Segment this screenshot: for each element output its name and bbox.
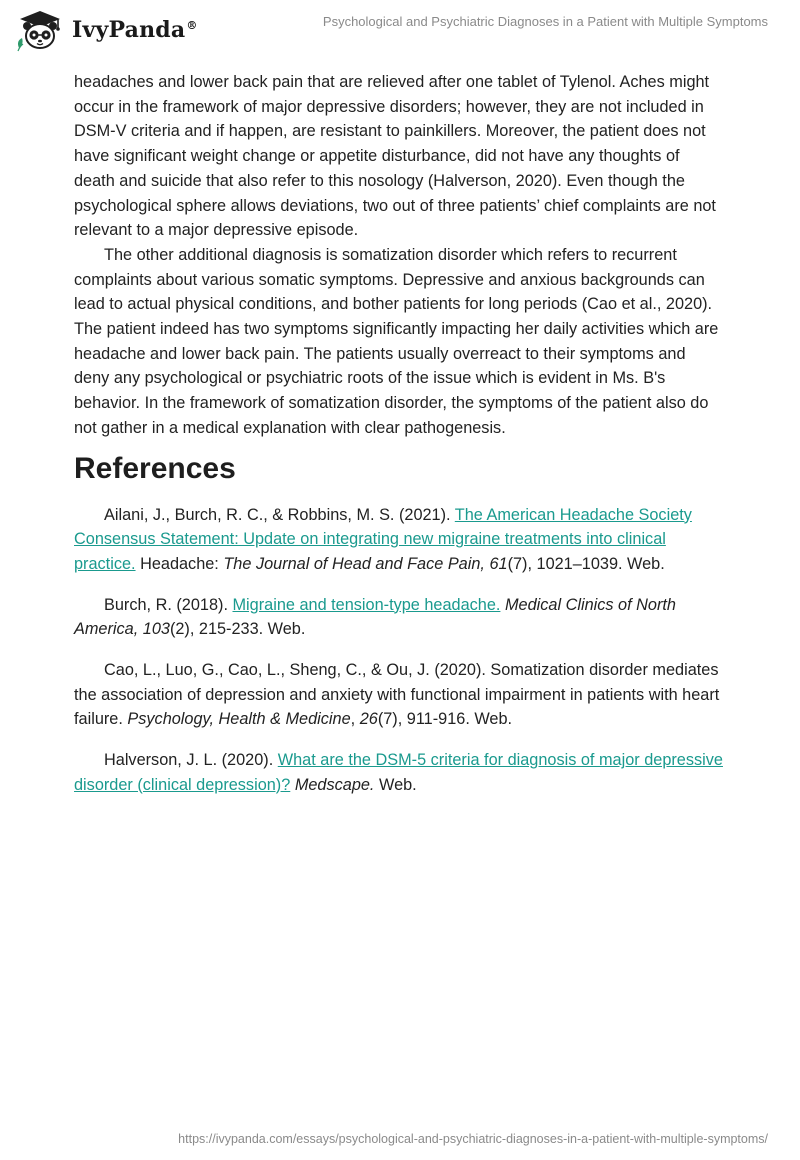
ivypanda-logo[interactable] bbox=[14, 8, 198, 52]
reference-link[interactable]: What are the DSM-5 criteria for diagnosis of major depressive disorder (clinical depression)? bbox=[74, 751, 723, 794]
reference-link[interactable]: The American Headache Society Consensus Statement: Update on integrating new migraine treatments into clinical practice. bbox=[74, 505, 692, 573]
reference-link[interactable]: Migraine and tension-type headache. bbox=[232, 595, 501, 614]
body-paragraph: headaches and lower back pain that are relieved after one tablet of Tylenol. Aches might occur in the framework of major depressive disorders; however, they are not included in DSM-V criteria and if happen, are resistant to painkillers. Moreover, the patient does not have significant weight change or appetite disturbance, did not have any thoughts of death and suicide that also refer to this nosology (Halverson, 2020). Even though the psychological sphere allows deviations, two out of three patients’ chief complaints are not relevant to a major depressive episode. bbox=[74, 73, 716, 240]
source-url: https://ivypanda.com/essays/psychological-and-psychiatric-diagnoses-in-a-patient-with-multiple-symptoms/ bbox=[178, 1132, 768, 1146]
reference-entry: Ailani, J., Burch, R. C., & Robbins, M. S. (2021). The American Headache Society Consensus Statement: Update on integrating new migraine treatments into clinical practice. Headache: The Journal of Head and Face Pain, 61(7), 1021–1039. Web. bbox=[74, 505, 692, 573]
reference-entry: Cao, L., Luo, G., Cao, L., Sheng, C., & Ou, J. (2020). Somatization disorder mediates the association of depression and anxiety with functional impairment in patients with heart failure. Psychology, Health & Medicine, 26(7), 911-916. Web. bbox=[74, 661, 720, 729]
essay-content bbox=[74, 70, 724, 814]
reference-entry: Halverson, J. L. (2020). What are the DSM-5 criteria for diagnosis of major depressive disorder (clinical depression)? Medscape. Web. bbox=[74, 751, 723, 794]
body-paragraph: The other additional diagnosis is somatization disorder which refers to recurrent complaints about various somatic symptoms. Depressive and anxious backgrounds can lead to actual physical conditions, and bother patients for long periods (Cao et al., 2020). The patient indeed has two symptoms significantly impacting her daily activities which are headache and lower back pain. The patients usually overreact to their symptoms and deny any psychological or psychiatric roots of the issue which is evident in Ms. B's behavior. In the framework of somatization disorder, the symptoms of the patient also do not gather in a medical explanation with clear pathogenesis. bbox=[74, 245, 719, 437]
reference-entry: Burch, R. (2018). Migraine and tension-type headache. Medical Clinics of North America, 103(2), 215-233. Web. bbox=[74, 595, 676, 639]
brand-name: IvyPanda® bbox=[72, 17, 198, 43]
document-title: Psychological and Psychiatric Diagnoses in a Patient with Multiple Symptoms bbox=[322, 14, 768, 29]
references-heading: References bbox=[74, 451, 236, 485]
panda-graduate-icon bbox=[14, 8, 66, 52]
page-header bbox=[0, 0, 800, 60]
